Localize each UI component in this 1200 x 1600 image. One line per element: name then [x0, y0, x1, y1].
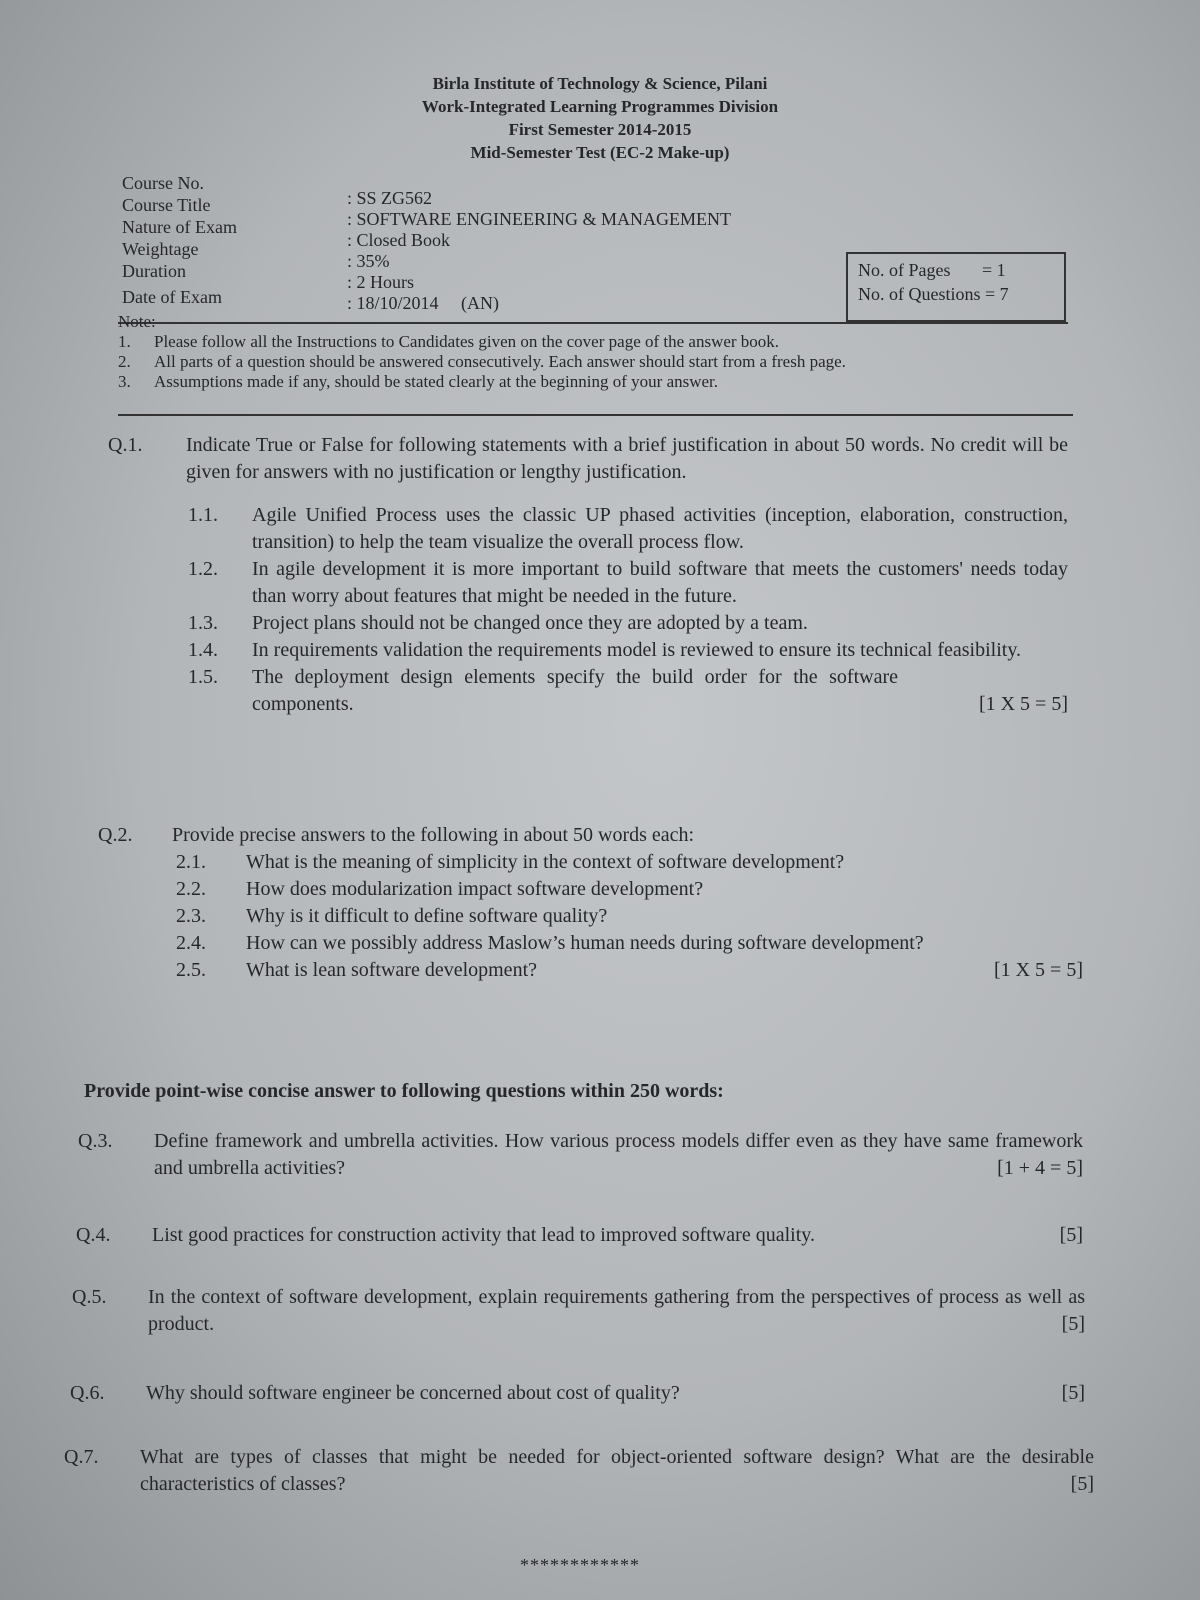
marks: [5]	[1070, 1473, 1094, 1495]
label-date: Date of Exam	[122, 287, 222, 307]
course-info-values	[347, 188, 847, 314]
sub-num: 1.4.	[188, 639, 218, 661]
note-text: Assumptions made if any, should be stated clearly at the beginning of your answer.	[154, 372, 719, 391]
question-2	[98, 822, 1083, 984]
label-duration: Duration	[122, 261, 186, 281]
exam-name: Mid-Semester Test (EC-2 Make-up)	[470, 143, 730, 162]
question-4	[76, 1222, 1083, 1249]
question-number: Q.3.	[78, 1130, 113, 1152]
end-marker: ************	[520, 1555, 640, 1575]
marks: [5]	[1059, 1224, 1083, 1246]
sub-text: How does modularization impact software development?	[246, 878, 704, 900]
marks: [1 + 4 = 5]	[997, 1157, 1083, 1179]
divider	[118, 414, 1073, 416]
sub-item	[176, 876, 1083, 903]
question-text: In the context of software development, explain requirements gathering from the perspectives of process as well as product.	[148, 1286, 1085, 1335]
question-number: Q.4.	[76, 1224, 111, 1246]
sub-text: The deployment design elements specify the build order for the software components.	[252, 666, 898, 715]
sub-num: 2.3.	[176, 905, 206, 927]
value-duration: : 2 Hours	[347, 272, 414, 292]
institute-name: Birla Institute of Technology & Science, Pilani	[432, 74, 768, 93]
sub-text: In requirements validation the requirements model is reviewed to ensure its technical feasibility.	[252, 639, 1022, 661]
sub-item	[176, 849, 1083, 876]
sub-item	[176, 903, 1083, 930]
no-of-questions: No. of Questions = 7	[858, 284, 1009, 304]
label-course-no: Course No.	[122, 173, 204, 193]
question-text: Why should software engineer be concerned about cost of quality?	[146, 1382, 680, 1404]
question-number: Q.6.	[70, 1382, 105, 1404]
question-text: Define framework and umbrella activities. How various process models differ even as they have same framework and umbrella activities?	[154, 1130, 1083, 1179]
semester: First Semester 2014-2015	[508, 120, 692, 139]
sub-num: 1.5.	[188, 666, 218, 688]
sub-item	[188, 637, 1068, 664]
section-heading: Provide point-wise concise answer to following questions within 250 words:	[84, 1080, 724, 1102]
note-item	[118, 352, 1018, 372]
sub-num: 1.2.	[188, 558, 218, 580]
sub-text: Project plans should not be changed once they are adopted by a team.	[252, 612, 808, 634]
value-course-no: : SS ZG562	[347, 188, 433, 208]
sub-text: Agile Unified Process uses the classic UP phased activities (inception, elaboration, construction, transition) to help the team visualize the overall process flow.	[252, 504, 1068, 553]
label-weightage: Weightage	[122, 239, 199, 259]
marks: [1 X 5 = 5]	[993, 959, 1083, 981]
division-name: Work-Integrated Learning Programmes Division	[421, 97, 779, 116]
sub-item	[188, 502, 1068, 556]
marks: [1 X 5 = 5]	[978, 693, 1068, 715]
sub-item	[188, 664, 1068, 718]
sub-item	[176, 930, 1083, 957]
question-5	[72, 1284, 1085, 1338]
marks: [5]	[1061, 1382, 1085, 1404]
sub-num: 1.1.	[188, 504, 218, 526]
note-item	[118, 372, 1018, 392]
question-text: List good practices for construction activity that lead to improved software quality.	[152, 1224, 815, 1246]
value-weightage: : 35%	[347, 251, 390, 271]
course-info-labels	[122, 172, 322, 308]
sub-item	[188, 610, 1068, 637]
sub-text: What is lean software development?	[246, 959, 537, 981]
question-text: Provide precise answers to the following in about 50 words each:	[172, 824, 695, 846]
sub-num: 2.1.	[176, 851, 206, 873]
question-number: Q.7.	[64, 1446, 99, 1468]
note-text: Please follow all the Instructions to Candidates given on the cover page of the answer book.	[154, 332, 780, 351]
sub-text: In agile development it is more important to build software that meets the customers' needs today than worry about features that might be needed in the future.	[252, 558, 1068, 607]
note-num: 2.	[118, 352, 131, 371]
question-number: Q.5.	[72, 1286, 107, 1308]
marks: [5]	[1061, 1313, 1085, 1335]
question-number: Q.1.	[108, 434, 143, 456]
question-text: What are types of classes that might be needed for object-oriented software design? What are the desirable characteristics of classes?	[140, 1446, 1094, 1495]
question-number: Q.2.	[98, 824, 133, 846]
sub-num: 2.4.	[176, 932, 206, 954]
sub-item	[188, 556, 1068, 610]
exam-header	[300, 72, 900, 164]
sub-num: 2.2.	[176, 878, 206, 900]
note-item	[118, 332, 1018, 352]
note-num: 3.	[118, 372, 131, 391]
sub-item	[176, 957, 1083, 984]
question-1	[108, 432, 1068, 718]
value-date: : 18/10/2014 (AN)	[347, 293, 499, 313]
sub-text: How can we possibly address Maslow’s human needs during software development?	[246, 932, 924, 954]
question-text: Indicate True or False for following statements with a brief justification in about 50 words. No credit will be given for answers with no justification or lengthy justification.	[186, 434, 1068, 483]
note-num: 1.	[118, 332, 131, 351]
sub-text: Why is it difficult to define software quality?	[246, 905, 608, 927]
value-nature: : Closed Book	[347, 230, 451, 250]
note-section	[118, 312, 1018, 392]
label-course-title: Course Title	[122, 195, 211, 215]
sub-num: 1.3.	[188, 612, 218, 634]
value-course-title: : SOFTWARE ENGINEERING & MANAGEMENT	[347, 209, 731, 229]
label-nature: Nature of Exam	[122, 217, 237, 237]
sub-text: What is the meaning of simplicity in the context of software development?	[246, 851, 845, 873]
sub-num: 2.5.	[176, 959, 206, 981]
no-of-pages: No. of Pages = 1	[858, 260, 1006, 280]
question-7	[64, 1444, 1094, 1498]
note-title: Note:	[118, 312, 156, 331]
question-6	[70, 1380, 1085, 1407]
question-3	[78, 1128, 1083, 1182]
note-text: All parts of a question should be answered consecutively. Each answer should start from a fresh page.	[154, 352, 846, 371]
